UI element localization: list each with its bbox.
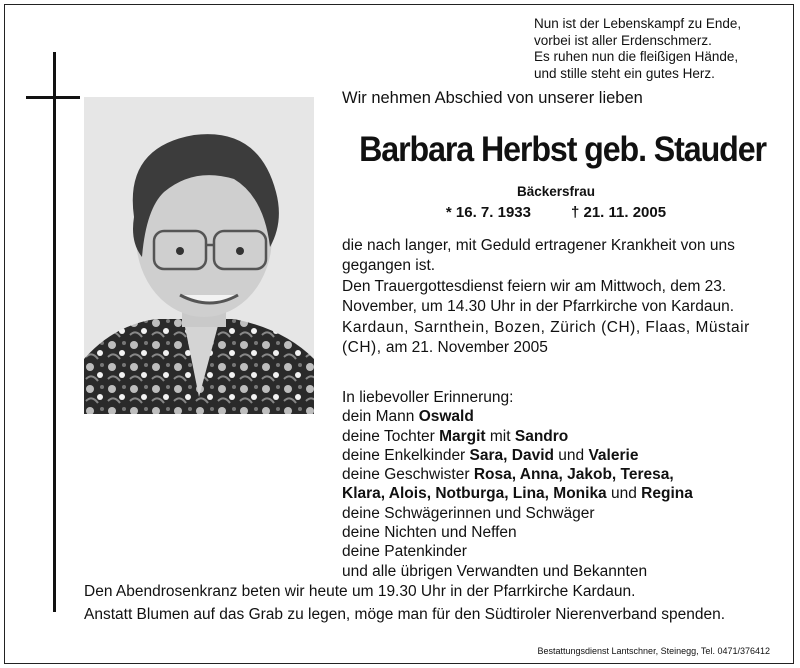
announcement-text — [342, 236, 770, 359]
relation-label: deine Tochter — [342, 427, 440, 445]
family-heading: In liebevoller Erinnerung: — [342, 389, 514, 406]
connector: mit — [485, 427, 515, 445]
relative-name: Oswald — [418, 408, 474, 426]
family-line: deine Nichten und Neffen — [342, 524, 517, 542]
verse-line: vorbei ist aller Erdenschmerz. — [534, 32, 712, 48]
family-line — [342, 407, 770, 426]
relative-name: Margit — [439, 427, 486, 445]
relative-name: Sara, David — [469, 446, 554, 464]
deceased-name: Barbara Herbst geb. Stauder — [359, 130, 766, 169]
relative-name: Sandro — [514, 427, 569, 445]
places-list: Kardaun, Sarnthein, Bozen, Zürich (CH), Flaas, Müstair (CH), — [342, 319, 750, 356]
verse-line: und stille steht ein gutes Herz. — [534, 65, 715, 81]
place-date: am 21. November 2005 — [381, 338, 548, 356]
relative-name: Regina — [641, 485, 693, 503]
relation-label: deine Geschwister — [342, 466, 474, 484]
rosary-notice: Den Abendrosenkranz beten wir heute um 19.30 Uhr in der Pfarrkirche Kardaun. — [84, 583, 636, 600]
portrait-illustration — [84, 97, 314, 414]
intro-text: Wir nehmen Abschied von unserer lieben — [342, 89, 643, 107]
birth-date: * 16. 7. 1933 — [445, 204, 531, 221]
family-line — [342, 446, 770, 465]
relation-label: dein Mann — [342, 408, 419, 426]
relative-name: Klara, Alois, Notburga, Lina, Monika — [342, 485, 607, 503]
relative-name: Rosa, Anna, Jakob, Teresa, — [473, 466, 674, 484]
connector: und — [553, 446, 589, 464]
funeral-home: Bestattungsdienst Lantschner, Steinegg, Tel. 0471/376412 — [537, 646, 770, 656]
family-line — [342, 484, 770, 503]
illness-paragraph: die nach langer, mit Geduld ertragener Krankheit von uns gegangen ist. — [342, 237, 735, 274]
verse-line: Es ruhen nun die fleißigen Hände, — [534, 49, 739, 64]
death-date: † 21. 11. 2005 — [570, 204, 667, 221]
service-paragraph: Den Trauergottesdienst feiern wir am Mittwoch, dem 23. November, um 14.30 Uhr in der Pfarrkirche von Kardaun. — [342, 278, 734, 315]
footer-text — [84, 582, 774, 627]
portrait-photo — [84, 97, 314, 414]
cross-vertical — [53, 52, 56, 612]
family-line: deine Patenkinder — [342, 543, 467, 561]
family-line: deine Schwägerinnen und Schwäger — [342, 504, 595, 522]
donation-notice: Anstatt Blumen auf das Grab zu legen, möge man für den Südtiroler Nierenverband spenden. — [84, 605, 726, 623]
occupation: Bäckersfrau — [516, 184, 596, 199]
family-line — [342, 427, 770, 446]
verse — [534, 16, 741, 82]
places-paragraph — [342, 318, 770, 357]
family-line — [342, 465, 770, 484]
family-line: und alle übrigen Verwandten und Bekannten — [342, 562, 648, 580]
connector: und — [606, 485, 642, 503]
life-dates — [342, 204, 770, 221]
family-list — [342, 388, 770, 581]
verse-line: Nun ist der Lebenskampf zu Ende, — [534, 16, 742, 31]
cross-horizontal — [26, 96, 80, 99]
relation-label: deine Enkelkinder — [342, 446, 470, 464]
relative-name: Valerie — [588, 446, 639, 464]
